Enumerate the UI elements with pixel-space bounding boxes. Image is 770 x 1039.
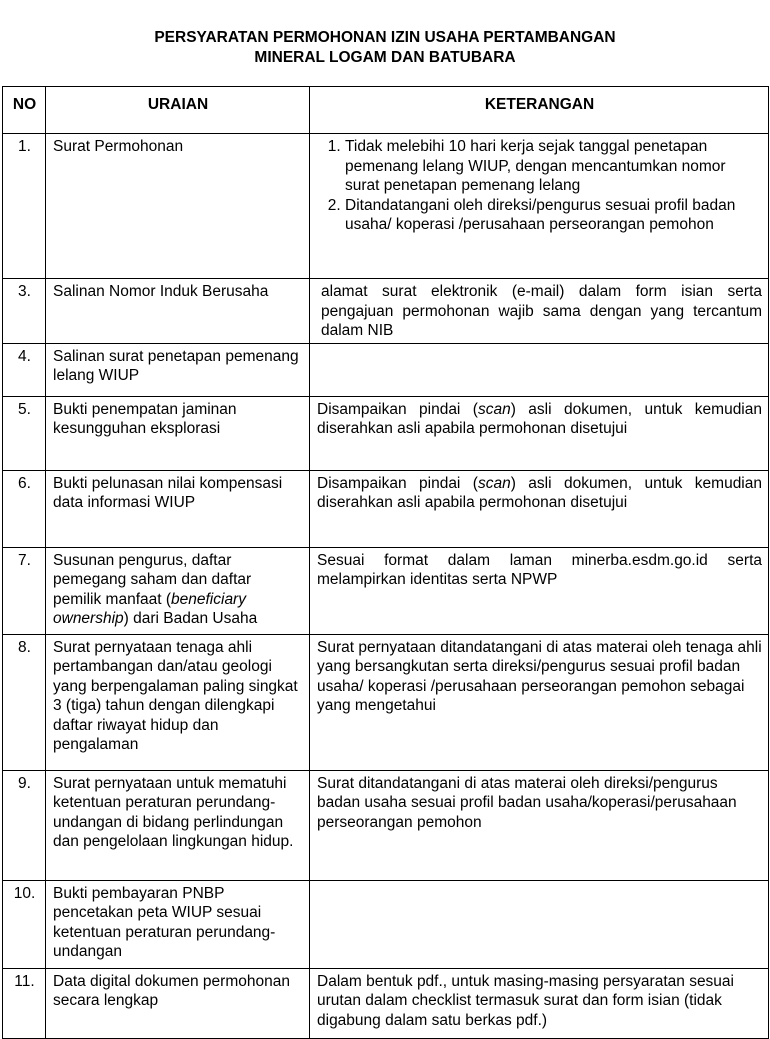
keterangan-italic: scan <box>477 474 511 492</box>
table-row <box>3 134 769 279</box>
uraian-text: Susunan pengurus, daftar pemegang saham dan daftar pemilik manfaat ( <box>53 551 252 608</box>
table-row <box>3 547 769 634</box>
keterangan-text: ) asli dokumen, untuk kemudian diserahkan asli apabila permohonan disetujui <box>317 474 762 511</box>
row-number: 10. <box>3 880 46 968</box>
row-uraian: Surat pernyataan untuk mematuhi ketentuan peraturan perundang- undangan di bidang perlindungan dan pengelolaan lingkungan hidup. <box>46 770 310 880</box>
row-number: 9. <box>3 770 46 880</box>
header-no: NO <box>3 87 46 134</box>
table-header-row <box>3 87 769 134</box>
uraian-text: ) dari Badan Usaha <box>123 610 258 627</box>
header-keterangan: KETERANGAN <box>310 87 769 134</box>
table-row <box>3 470 769 547</box>
keterangan-text: Disampaikan pindai ( <box>317 400 478 418</box>
requirements-table <box>2 86 769 1039</box>
row-uraian: Bukti penempatan jaminan kesungguhan eksplorasi <box>46 396 310 470</box>
row-keterangan: Surat pernyataan ditandatangani di atas materai oleh tenaga ahli yang bersangkutan serta direksi/pengurus sesuai profil badan usaha/ koperasi /perusahaan perseorangan pemohon sebagai yang mengetahui <box>310 634 769 770</box>
keterangan-list <box>317 137 762 235</box>
row-uraian: Data digital dokumen permohonan secara lengkap <box>46 968 310 1038</box>
table-row <box>3 396 769 470</box>
row-uraian <box>46 547 310 634</box>
keterangan-text: Disampaikan pindai ( <box>317 474 478 492</box>
table-row <box>3 343 769 396</box>
row-keterangan <box>310 343 769 396</box>
header-uraian: URAIAN <box>46 87 310 134</box>
row-number: 1. <box>3 134 46 279</box>
row-uraian: Surat pernyataan tenaga ahli pertambangan dan/atau geologi yang berpengalaman paling singkat 3 (tiga) tahun dengan dilengkapi daftar riwayat hidup dan pengalaman <box>46 634 310 770</box>
document-title-line-1: PERSYARATAN PERMOHONAN IZIN USAHA PERTAMBANGAN <box>154 29 616 46</box>
row-keterangan <box>310 880 769 968</box>
row-uraian: Salinan surat penetapan pemenang lelang WIUP <box>46 343 310 396</box>
row-number: 4. <box>3 343 46 396</box>
row-number: 7. <box>3 547 46 634</box>
row-keterangan: alamat surat elektronik (e-mail) dalam form isian serta pengajuan permohonan wajib sama dengan yang tercantum dalam NIB <box>310 279 769 344</box>
row-number: 11. <box>3 968 46 1038</box>
row-keterangan: Surat ditandatangani di atas materai oleh direksi/pengurus badan usaha sesuai profil badan usaha/koperasi/perusahaan perseorangan pemohon <box>310 770 769 880</box>
keterangan-italic: scan <box>477 400 511 418</box>
row-keterangan: Sesuai format dalam laman minerba.esdm.go.id serta melampirkan identitas serta NPWP <box>310 547 769 634</box>
table-row <box>3 279 769 344</box>
row-keterangan <box>310 396 769 470</box>
row-uraian: Salinan Nomor Induk Berusaha <box>46 279 310 344</box>
table-row <box>3 880 769 968</box>
list-item: 2. Ditandatangani oleh direksi/pengurus sesuai profil badan usaha/ koperasi /perusahaan perseorangan pemohon <box>345 196 762 235</box>
row-keterangan <box>310 134 769 279</box>
row-number: 6. <box>3 470 46 547</box>
row-number: 8. <box>3 634 46 770</box>
row-uraian: Bukti pembayaran PNBP pencetakan peta WIUP sesuai ketentuan peraturan perundang-undangan <box>46 880 310 968</box>
document-title-line-2: MINERAL LOGAM DAN BATUBARA <box>254 49 516 66</box>
table-row <box>3 968 769 1038</box>
keterangan-text: ) asli dokumen, untuk kemudian diserahkan asli apabila permohonan disetujui <box>317 400 762 437</box>
uraian-italic: beneficiary ownership <box>53 590 246 627</box>
row-number: 3. <box>3 279 46 344</box>
list-item: 1. Tidak melebihi 10 hari kerja sejak tanggal penetapan pemenang lelang WIUP, dengan mencantumkan nomor surat penetapan pemenang lelang <box>345 137 762 196</box>
row-uraian: Surat Permohonan <box>46 134 310 279</box>
row-uraian: Bukti pelunasan nilai kompensasi data informasi WIUP <box>46 470 310 547</box>
row-keterangan <box>310 470 769 547</box>
row-number: 5. <box>3 396 46 470</box>
row-keterangan: Dalam bentuk pdf., untuk masing-masing persyaratan sesuai urutan dalam checklist termasuk surat dan form isian (tidak digabung dalam satu berkas pdf.) <box>310 968 769 1038</box>
table-row <box>3 634 769 770</box>
table-row <box>3 770 769 880</box>
document-title <box>0 28 770 68</box>
